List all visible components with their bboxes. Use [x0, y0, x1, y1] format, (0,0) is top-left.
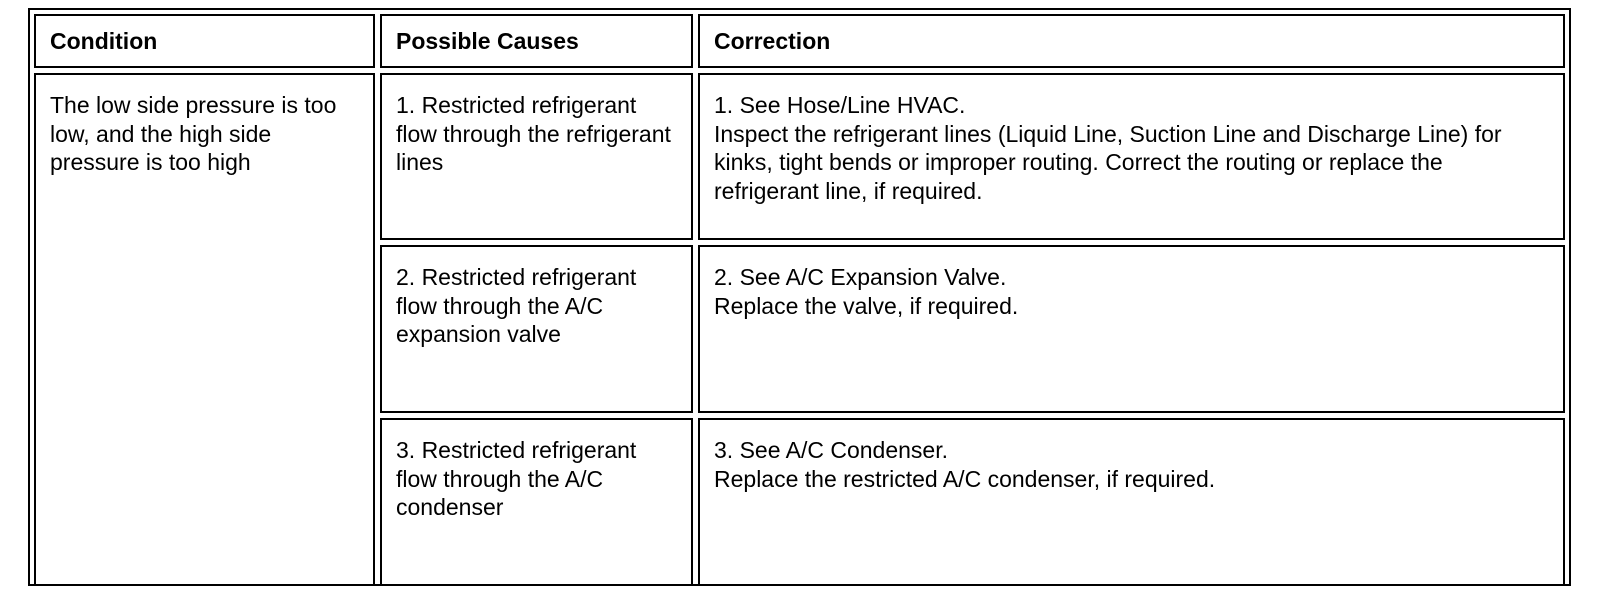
correction-cell [698, 418, 1565, 586]
correction-reference: 3. See A/C Condenser. [714, 437, 948, 463]
correction-reference: 1. See Hose/Line HVAC. [714, 92, 966, 118]
correction-cell [698, 245, 1565, 413]
correction-cell [698, 73, 1565, 240]
diagnostic-table-grid [29, 9, 1570, 591]
condition-cell: The low side pressure is too low, and the high side pressure is too high [34, 73, 375, 586]
table-row [34, 73, 1565, 240]
correction-instructions: Replace the valve, if required. [714, 292, 1019, 319]
header-condition: Condition [34, 14, 375, 68]
cause-cell: 3. Restricted refrigerant flow through the A/C condenser [380, 418, 693, 586]
cause-cell: 1. Restricted refrigerant flow through the refrigerant lines [380, 73, 693, 240]
header-row [34, 14, 1565, 68]
header-possible-causes: Possible Causes [380, 14, 693, 68]
header-correction: Correction [698, 14, 1565, 68]
correction-instructions: Replace the restricted A/C condenser, if required. [714, 465, 1216, 492]
correction-reference: 2. See A/C Expansion Valve. [714, 264, 1007, 290]
correction-instructions: Inspect the refrigerant lines (Liquid Line, Suction Line and Discharge Line) for kinks, tight bends or improper routing. Correct the routing or replace the refrigerant line, if required. [714, 120, 1502, 204]
cause-cell: 2. Restricted refrigerant flow through the A/C expansion valve [380, 245, 693, 413]
diagnostic-table [28, 8, 1571, 586]
